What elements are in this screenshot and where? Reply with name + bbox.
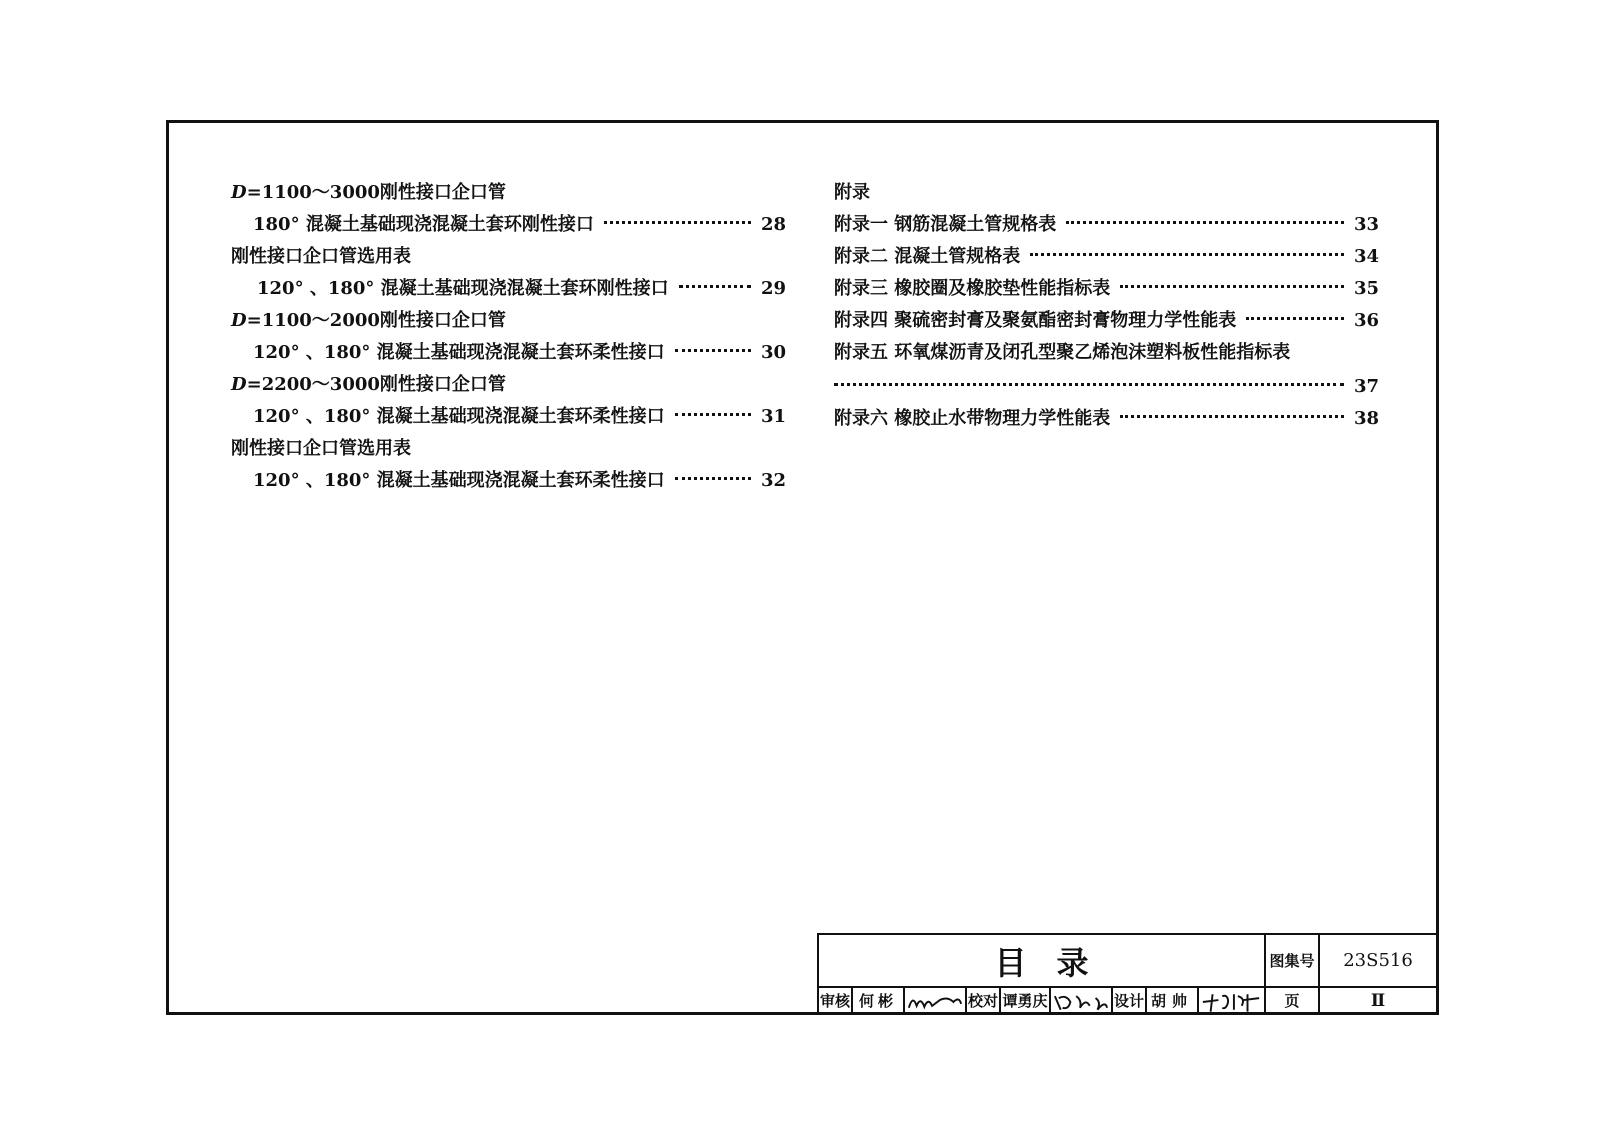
toc-page: 29 [760, 278, 786, 299]
dot-leader [1030, 253, 1344, 256]
toc-entry [834, 273, 1379, 305]
dot-leader [675, 349, 751, 352]
title-block-top-row [819, 935, 1436, 988]
toc-entry [231, 401, 786, 433]
dot-leader [679, 285, 751, 288]
designer-name: 胡帅 [1147, 988, 1199, 1015]
toc-entry [231, 209, 786, 241]
toc-entry [231, 433, 786, 465]
reviewer-signature [905, 988, 967, 1015]
toc-entry [834, 337, 1379, 369]
toc-entry [834, 209, 1379, 241]
dot-leader [1066, 221, 1344, 224]
toc-entry [231, 465, 786, 497]
signature-image [1199, 988, 1264, 1015]
toc-prefix: D [231, 182, 247, 203]
page-number: Ⅱ [1370, 991, 1386, 1011]
toc-prefix: D [231, 374, 247, 395]
toc-right-column [834, 177, 1379, 435]
page-label: 页 [1266, 988, 1320, 1015]
dot-leader [675, 413, 751, 416]
checker-name: 谭勇庆 [1001, 988, 1051, 1015]
toc-prefix: D [231, 310, 247, 331]
signature-image [905, 988, 965, 1015]
toc-entry [231, 305, 786, 337]
toc-text: =2200～3000刚性接口企口管 [246, 374, 506, 395]
dot-leader [834, 383, 1344, 386]
atlas-number: 23S516 [1343, 950, 1413, 971]
designer-signature [1199, 988, 1266, 1015]
toc-text: 120° 、180° 混凝土基础现浇混凝土套环柔性接口 [253, 342, 665, 363]
toc-text: 附录二 混凝土管规格表 [834, 246, 1021, 267]
toc-text: 附录五 环氧煤沥青及闭孔型聚乙烯泡沫塑料板性能指标表 [834, 342, 1291, 363]
atlas-number-label: 图集号 [1266, 935, 1320, 986]
toc-page: 31 [760, 406, 786, 427]
toc-left-column [231, 177, 786, 497]
toc-page: 32 [760, 470, 786, 491]
check-label: 校对 [967, 988, 1001, 1015]
toc-text: 120° 、180° 混凝土基础现浇混凝土套环柔性接口 [253, 470, 665, 491]
dot-leader [675, 477, 751, 480]
toc-page: 37 [1353, 376, 1379, 397]
toc-page: 30 [760, 342, 786, 363]
toc-page: 34 [1353, 246, 1379, 267]
design-label: 设计 [1113, 988, 1147, 1015]
toc-entry [231, 369, 786, 401]
appendix-heading-text: 附录 [834, 182, 870, 203]
reviewer-name: 何彬 [853, 988, 905, 1015]
toc-text: 120° 、180° 混凝土基础现浇混凝土套环刚性接口 [257, 278, 669, 299]
toc-entry [834, 305, 1379, 337]
toc-text: 刚性接口企口管选用表 [231, 246, 411, 267]
toc-text: 附录六 橡胶止水带物理力学性能表 [834, 408, 1111, 429]
title-block-sign-row [819, 988, 1436, 1015]
dot-leader [1246, 317, 1344, 320]
toc-entry [231, 273, 786, 305]
toc-text: 刚性接口企口管选用表 [231, 438, 411, 459]
drawing-title: 目录 [819, 935, 1266, 986]
appendix-heading [834, 177, 1379, 209]
toc-entry [834, 403, 1379, 435]
toc-text: 附录一 钢筋混凝土管规格表 [834, 214, 1057, 235]
toc-entry [231, 177, 786, 209]
toc-text: =1100～3000刚性接口企口管 [246, 182, 506, 203]
toc-text: 180° 混凝土基础现浇混凝土套环刚性接口 [253, 214, 594, 235]
toc-page: 35 [1353, 278, 1379, 299]
dot-leader [604, 221, 751, 224]
toc-entry [231, 337, 786, 369]
review-label: 审核 [819, 988, 853, 1015]
dot-leader [1120, 285, 1344, 288]
toc-entry-continuation [834, 369, 1379, 403]
toc-text: 附录四 聚硫密封膏及聚氨酯密封膏物理力学性能表 [834, 310, 1237, 331]
title-block [817, 933, 1436, 1015]
toc-page: 36 [1353, 310, 1379, 331]
signature-image [1051, 988, 1111, 1015]
toc-text: 120° 、180° 混凝土基础现浇混凝土套环柔性接口 [253, 406, 665, 427]
toc-entry [834, 241, 1379, 273]
toc-page: 38 [1353, 408, 1379, 429]
toc-page: 33 [1353, 214, 1379, 235]
drawing-frame [166, 120, 1439, 1015]
toc-text: 附录三 橡胶圈及橡胶垫性能指标表 [834, 278, 1111, 299]
dot-leader [1120, 415, 1344, 418]
toc-entry [231, 241, 786, 273]
toc-page: 28 [760, 214, 786, 235]
checker-signature [1051, 988, 1113, 1015]
toc-text: =1100～2000刚性接口企口管 [246, 310, 506, 331]
